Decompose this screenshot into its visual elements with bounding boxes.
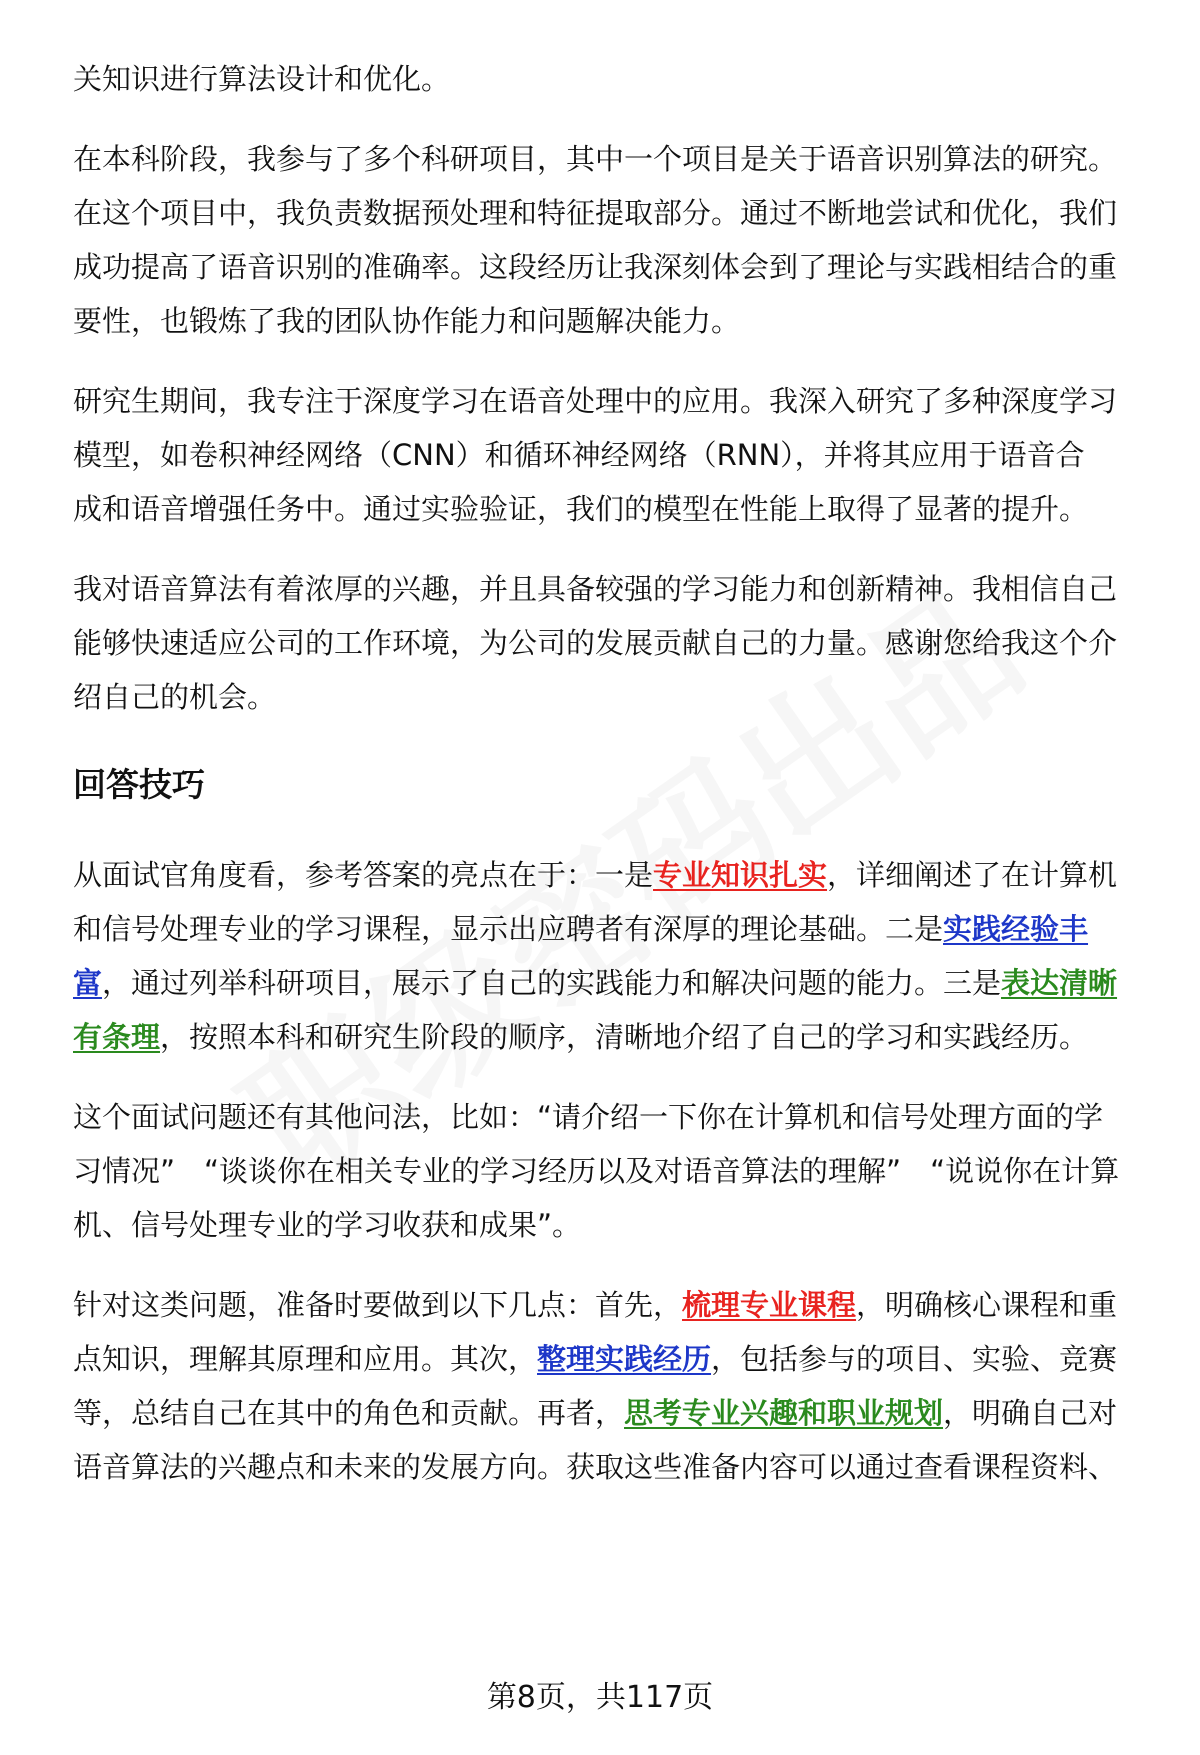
- paragraph4-line: 能够快速适应公司的工作环境，为公司的发展贡献自己的力量。感谢您给我这个介: [73, 626, 1118, 660]
- paragraph2-line: 成功提高了语音识别的准确率。这段经历让我深刻体会到了理论与实践相结合的重: [73, 250, 1118, 284]
- paragraph2-line: 在本科阶段，我参与了多个科研项目，其中一个项目是关于语音识别算法的研究。: [73, 142, 1118, 176]
- paragraph3-line: 研究生期间，我专注于深度学习在语音处理中的应用。我深入研究了多种深度学习: [73, 384, 1118, 418]
- tips-text: ，按照本科和研究生阶段的顺序，清晰地介绍了自己的学习和实践经历。: [160, 1020, 1089, 1054]
- highlight-clear-expression: 表达清晰: [1001, 966, 1118, 1000]
- highlight-practice-record: 整理实践经历: [537, 1342, 712, 1376]
- prep-text: 语音算法的兴趣点和未来的发展方向。获取这些准备内容可以通过查看课程资料、: [73, 1450, 1118, 1484]
- tips-text: 从面试官角度看，参考答案的亮点在于：一是: [73, 858, 654, 892]
- prep-line: [73, 1285, 1117, 1325]
- highlight-clear-expression-cont: 有条理: [73, 1020, 161, 1054]
- paragraph2-line: 在这个项目中，我负责数据预处理和特征提取部分。通过不断地尝试和优化，我们: [73, 196, 1118, 230]
- section-heading: 回答技巧: [73, 765, 205, 804]
- prep-text: 点知识，理解其原理和应用。其次，: [73, 1342, 538, 1376]
- paragraph2-line: 要性，也锻炼了我的团队协作能力和问题解决能力。: [73, 304, 741, 338]
- prep-text: 针对这类问题，准备时要做到以下几点：首先，: [73, 1288, 683, 1322]
- paragraph4-line: 我对语音算法有着浓厚的兴趣，并且具备较强的学习能力和创新精神。我相信自己: [73, 572, 1118, 606]
- tips-line: [73, 1017, 1088, 1057]
- paragraph1-line: 关知识进行算法设计和优化。: [73, 62, 451, 96]
- tips-line: [73, 909, 1088, 949]
- prep-text: ，明确核心课程和重: [856, 1288, 1118, 1322]
- prep-text: ，明确自己对: [943, 1396, 1118, 1430]
- highlight-career-planning: 思考专业兴趣和职业规划: [624, 1396, 944, 1430]
- alt-question-line: 这个面试问题还有其他问法，比如：“请介绍一下你在计算机和信号处理方面的学: [73, 1100, 1104, 1134]
- alt-question-line: 机、信号处理专业的学习收获和成果”。: [73, 1208, 582, 1242]
- highlight-professional-knowledge: 专业知识扎实: [653, 858, 828, 892]
- prep-text: 等，总结自己在其中的角色和贡献。再者，: [73, 1396, 625, 1430]
- paragraph3-line: 成和语音增强任务中。通过实验验证，我们的模型在性能上取得了显著的提升。: [73, 492, 1089, 526]
- prep-text: ，包括参与的项目、实验、竞赛: [711, 1342, 1118, 1376]
- tips-line: [73, 855, 1117, 895]
- tips-text: ，通过列举科研项目，展示了自己的实践能力和解决问题的能力。三是: [102, 966, 1002, 1000]
- page-number: 第8页，共117页: [486, 1680, 714, 1715]
- highlight-practice-experience-cont: 富: [73, 966, 103, 1000]
- prep-line: [73, 1393, 1117, 1433]
- paragraph3-line: 模型，如卷积神经网络（CNN）和循环神经网络（RNN），并将其应用于语音合: [73, 438, 1085, 472]
- tips-text: ，详细阐述了在计算机: [827, 858, 1118, 892]
- paragraph4-line: 绍自己的机会。: [73, 680, 277, 714]
- tips-text: 和信号处理专业的学习课程，显示出应聘者有深厚的理论基础。二是: [73, 912, 944, 946]
- prep-line: [73, 1339, 1117, 1379]
- highlight-practice-experience: 实践经验丰: [943, 912, 1089, 946]
- alt-question-line: 习情况” “谈谈你在相关专业的学习经历以及对语音算法的理解” “说说你在计算: [73, 1154, 1120, 1188]
- prep-line: [73, 1447, 1117, 1487]
- tips-line: [73, 963, 1117, 1003]
- highlight-sort-courses: 梳理专业课程: [682, 1288, 857, 1322]
